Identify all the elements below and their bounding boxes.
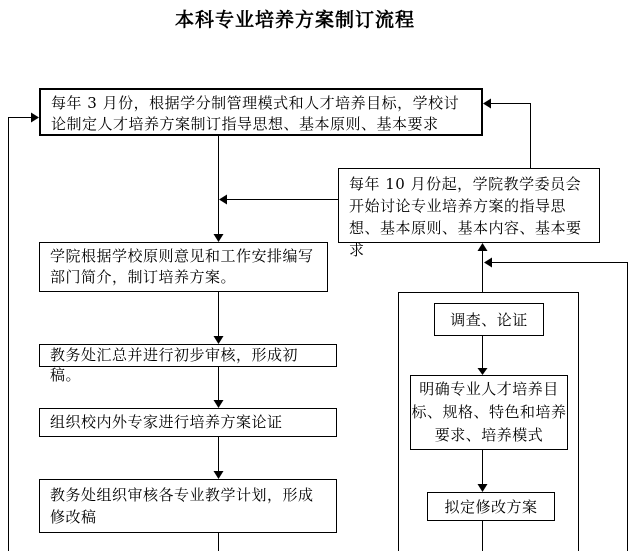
connector-college-october-to-school: [483, 99, 531, 169]
flowchart-title: 本科专业培养方案制订流程: [174, 9, 415, 31]
flow-node-college-october: 每年 10 月份起，学院教学委员会开始讨论专业培养方案的指导思想、基本原则、基本内容、基本要求: [338, 168, 600, 243]
flow-node-office-first-review: 教务处汇总并进行初步审核，形成初稿。: [39, 344, 337, 367]
connector-compile-to-first-review: [214, 292, 224, 344]
flow-node-investigate: 调查、论证: [434, 303, 544, 336]
flow-node-office-audit-plans: 教务处组织审核各专业教学计划，形成修改稿: [39, 479, 337, 533]
connector-left-feedback-to-school: [9, 113, 40, 551]
connector-expert-to-audit: [214, 437, 224, 479]
flow-node-clarify-goals: 明确专业人才培养目标、规格、特色和培养要求、培养模式: [410, 375, 568, 450]
flow-node-draft-revision: 拟定修改方案: [427, 492, 555, 521]
connector-school-to-college-compile: [214, 136, 224, 242]
connector-college-october-to-mainline: [219, 195, 338, 205]
flow-node-school-march: 每年 3 月份，根据学分制管理模式和人才培养目标，学校讨论制定人才培养方案制订指导思想、基本原则、基本要求: [39, 88, 483, 136]
flow-node-college-compile: 学院根据学校原则意见和工作安排编写部门简介，制订培养方案。: [39, 242, 328, 292]
connector-group-to-college-october: [478, 243, 488, 292]
connector-first-review-to-expert: [214, 367, 224, 408]
flow-node-expert-demonstration: 组织校内外专家进行培养方案论证: [39, 408, 337, 437]
